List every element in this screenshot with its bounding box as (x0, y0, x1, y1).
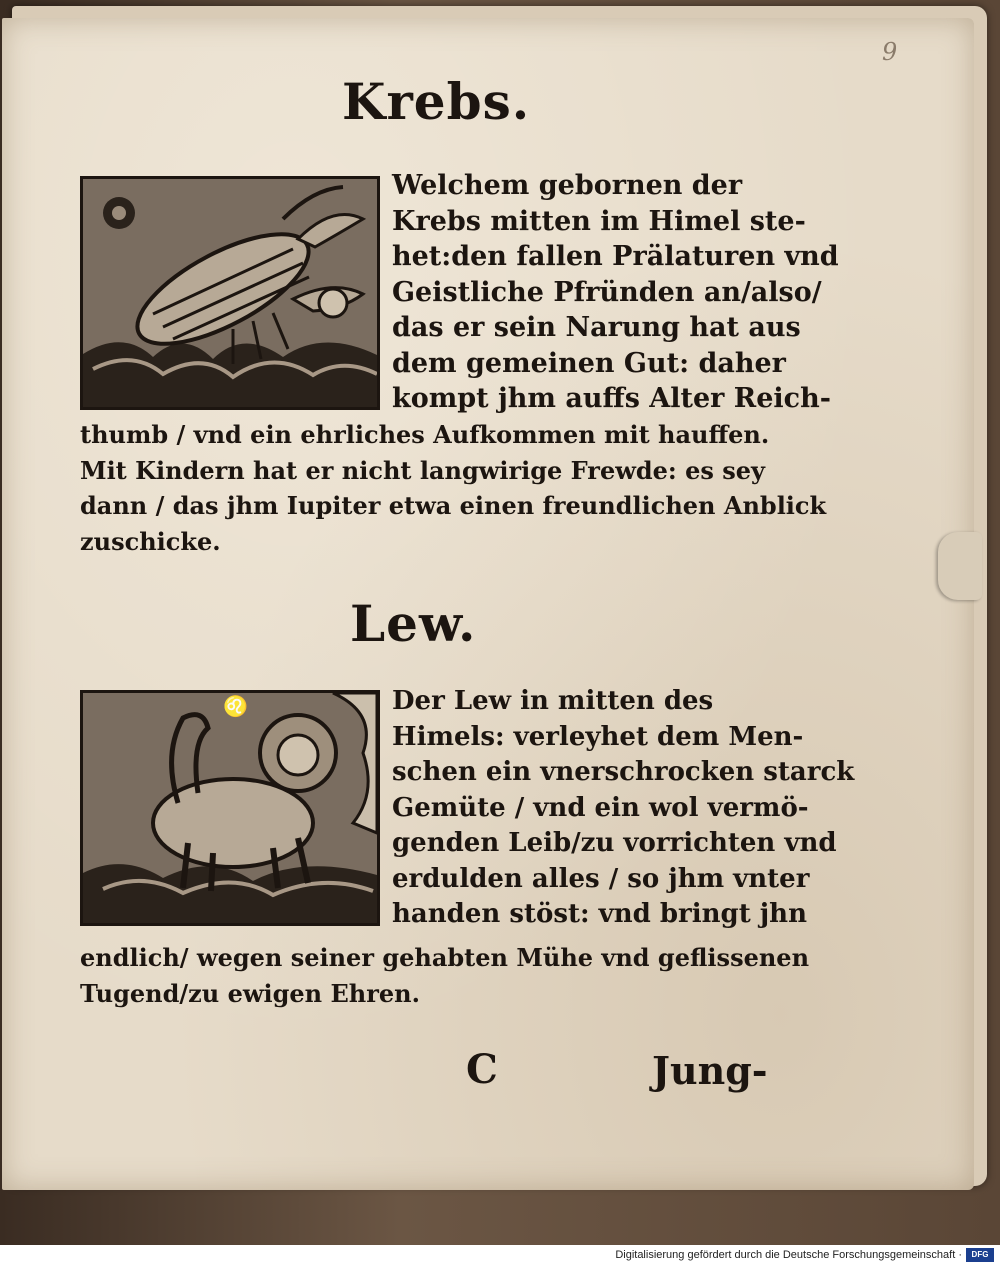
text-line: handen stöst: vnd bringt jhn (392, 899, 807, 929)
heading-lew: Lew. (350, 594, 477, 653)
text-line: zuschicke. (80, 526, 221, 556)
catchword: Jung- (652, 1048, 768, 1093)
text-line: het:den fallen Prälaturen vnd (392, 241, 839, 272)
lew-text-block-right (392, 684, 854, 933)
text-line: Mit Kindern hat er nicht langwirige Frewde: es sey (80, 455, 765, 485)
krebs-text-block-full (80, 417, 826, 559)
text-line: Der Lew in mitten des (392, 686, 714, 716)
page-tab (938, 532, 982, 600)
text-line: thumb / vnd ein ehrliches Aufkommen mit hauffen. (80, 420, 770, 449)
lew-text-block-full (80, 940, 809, 1011)
text-line: dem gemeinen Gut: daher (392, 347, 786, 379)
text-line: Himels: verleyhet dem Men- (392, 721, 804, 752)
signature-mark: C (466, 1046, 498, 1093)
text-line: schen ein vnerschrocken starck (392, 757, 855, 787)
text-line: Krebs mitten im Himel ste- (392, 205, 806, 237)
dfg-logo-icon: DFG (966, 1248, 994, 1262)
footer-credit: Digitalisierung gefördert durch die Deutsche Forschungsgemeinschaft · (615, 1249, 962, 1261)
svg-text:♌: ♌ (223, 694, 248, 718)
text-line: genden Leib/zu vorrichten vnd (392, 828, 837, 858)
text-line: kompt jhm auffs Alter Reich- (392, 383, 831, 414)
text-line: Tugend/zu ewigen Ehren. (80, 978, 420, 1008)
text-line: erdulden alles / so jhm vnter (392, 863, 810, 894)
lion-woodcut-image (80, 690, 380, 926)
text-line: Geistliche Pfründen an/also/ (392, 276, 822, 308)
folio-mark: 9 (882, 38, 898, 66)
krebs-text-block-right (392, 168, 839, 417)
text-line: endlich/ wegen seiner gehabten Mühe vnd geflissenen (80, 943, 810, 972)
text-line: dann / das jhm Iupiter etwa einen freundlichen Anblick (80, 491, 827, 520)
heading-krebs: Krebs. (342, 72, 531, 131)
text-line: Welchem gebornen der (392, 170, 743, 201)
footer-bar (0, 1245, 1000, 1267)
text-line: das er sein Narung hat aus (392, 312, 801, 343)
crab-woodcut-image (80, 176, 380, 410)
text-line: Gemüte / vnd ein wol vermö- (392, 792, 809, 823)
